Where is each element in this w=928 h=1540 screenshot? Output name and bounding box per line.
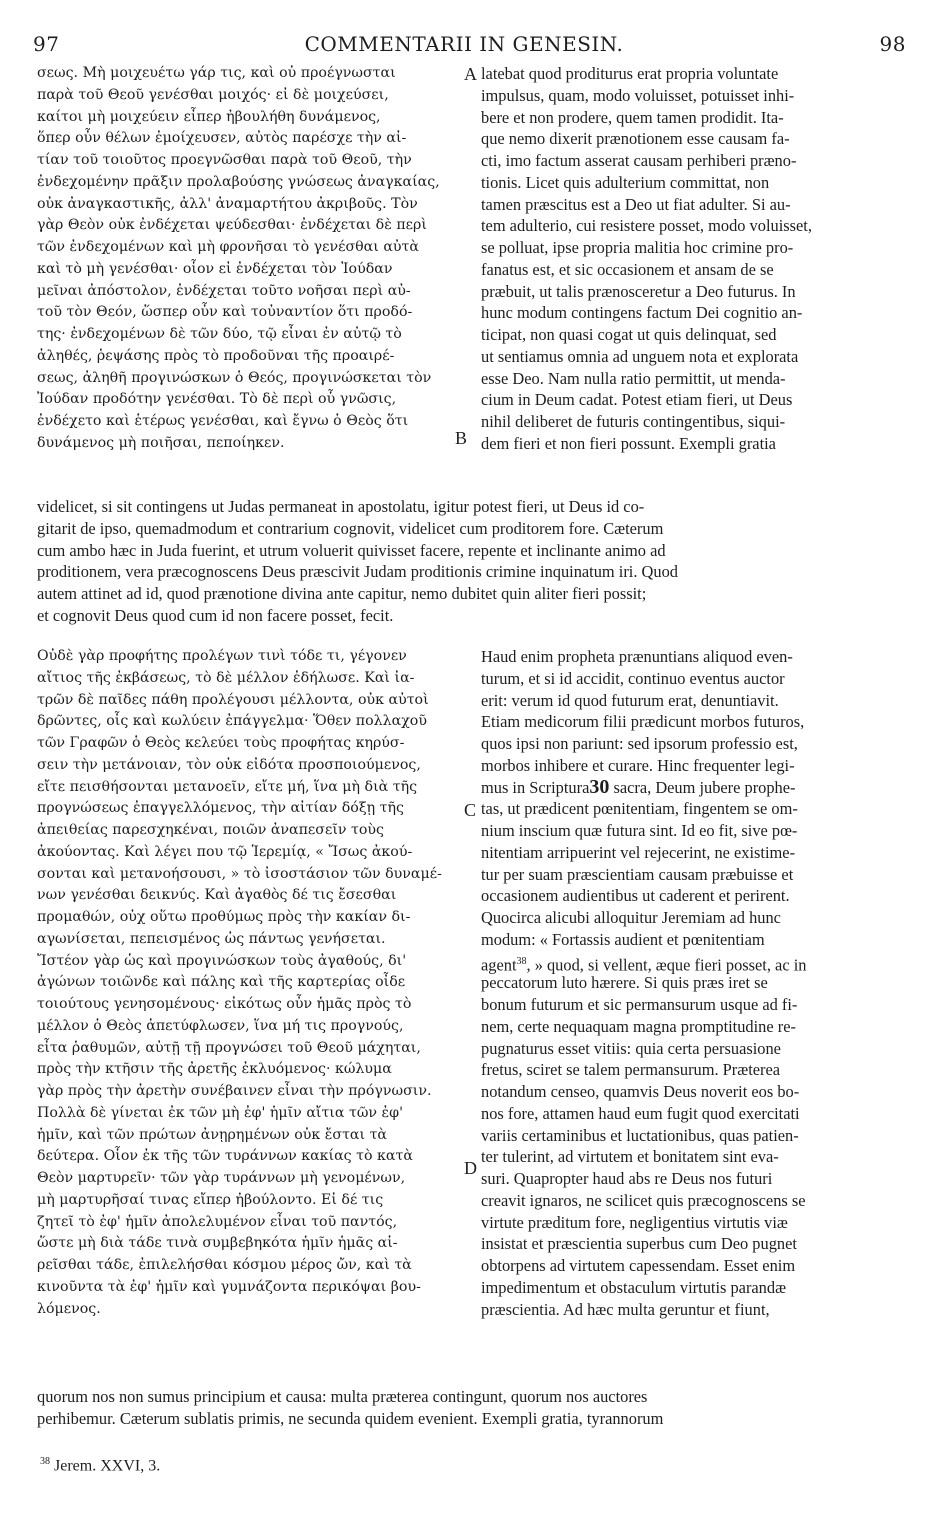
margin-marker-c: C <box>464 800 477 820</box>
latin-text-line: nihil deliberet de futuris contingentibus, siqui- <box>481 412 786 431</box>
latin-text-line: proditionem, vera præcognoscens Deus præscivit Judam proditionis crimine inquinatum iri. Quod <box>37 562 678 582</box>
latin-text-line: esse Deo. Nam nulla ratio permittit, ut menda- <box>481 368 786 388</box>
latin-text-line: impulsus, quam, modo voluisset, potuisset inhi- <box>481 85 795 105</box>
latin-text-line: cti, imo factum asserat causam perhiberi præno- <box>481 151 797 170</box>
latin-text-line: tur per suam præscientiam causam præbuisse et <box>481 864 794 884</box>
latin-text-line: pugnaturus esset vitiis: quia certa persuasione <box>481 1038 781 1058</box>
latin-column-block-1 <box>481 63 891 455</box>
greek-text-line: δρῶντες, οἷς καὶ κωλύειν ἐπάγγελμα· Ὅθεν πολλαχοῦ <box>37 713 427 730</box>
latin-text-line: videlicet, si sit contingens ut Judas permaneat in apostolatu, igitur potest fieri, ut Deus id co- <box>37 497 645 516</box>
latin-text-line: peccatorum luto hærere. Si quis præs iret se <box>481 973 768 993</box>
footnote-number: 38 <box>40 1456 50 1467</box>
greek-text-line: εἴτε πεισθήσονται μετανοεῖν, εἴτε μή, ἵνα μὴ διὰ τῆς <box>37 778 418 795</box>
latin-text-line: nium inscium quæ futura sint. Id eo fit, sive pœ- <box>481 821 798 840</box>
latin-column-block-2 <box>481 646 891 1320</box>
latin-text-line: tas, ut prædicent pœnitentiam, fingentem se om- <box>481 799 798 819</box>
greek-text-line: πρὸς τὴν κτῆσιν τῆς ἀρετῆς ἐκλυόμενος· κώλυμα <box>37 1061 392 1078</box>
latin-text-line: nitentiam arripuerint vel rejecerint, ne existime- <box>481 842 796 862</box>
latin-text-line: præbuit, ut talis prænosceretur a Deo futurus. In <box>481 281 796 301</box>
greek-text-line: μεῖναι ἀπόστολον, ἐνδέχεται τοῦτο νοῆσαι περὶ αὐ- <box>37 282 411 299</box>
page-number-left: 97 <box>33 32 60 56</box>
latin-text-line: cum ambo hæc in Juda fuerint, et utrum voluerit quivisset facere, repente et inclinante animo ad <box>37 540 666 560</box>
latin-text-line: occasionem audientibus ut caderent et perirent. <box>481 886 790 906</box>
greek-text-line: παρὰ τοῦ Θεοῦ γενέσθαι μοιχός· εἰ δὲ μοιχεύσει, <box>37 86 389 103</box>
latin-text-line: ticipat, non quasi cogat ut quis delinquat, sed <box>481 325 777 344</box>
latin-text-fragment: agent <box>481 954 517 974</box>
latin-text-line: virtute præditum fore, negligentius virtutis viæ <box>481 1212 788 1232</box>
greek-column-block-1 <box>37 63 461 455</box>
greek-text-line: γὰρ πρὸς τὴν ἀρετὴν συνέβαινεν εἶναι τὴν πρόγνωσιν. <box>37 1083 432 1099</box>
column-number: 30 <box>589 775 610 798</box>
greek-text-line: ἡμῖν, καὶ τῶν πρώτων ἀνῃρημένων οὐκ ἔσται τὰ <box>37 1126 388 1143</box>
greek-text-line: Ἴστέον γὰρ ὡς καὶ προγινώσκων τοὺς ἀγαθούς, δι' <box>37 952 407 969</box>
greek-text-line: ἐνδεχομένην πρᾶξιν προλαβούσης γνώσεως ἀναγκαίας, <box>37 173 440 190</box>
greek-text-line: μὴ μαρτυρῆσαί τινας εἴπερ ἠβούλοντο. Εἰ δέ τις <box>37 1191 384 1208</box>
greek-text-line: ἀπειθείας παρεσχηκέναι, ποιῶν ἀναπεσεῖν τοὺς <box>37 822 384 838</box>
margin-marker-d: D <box>464 1158 477 1178</box>
margin-marker-a: A <box>464 64 477 84</box>
page-number-right: 98 <box>879 32 906 56</box>
greek-text-line: Ἰούδαν προδότην γενέσθαι. Τὸ δὲ περὶ οὗ γνῶσις, <box>37 391 397 408</box>
greek-text-line: λόμενος. <box>37 1300 101 1317</box>
greek-text-line: προμαθών, οὐχ οὕτω προθύμως πρὸς τὴν κακίαν δι- <box>37 909 411 925</box>
greek-text-line: τίαν τοῦ τοιοῦτος προεγνῶσθαι παρὰ τοῦ Θεοῦ, τὴν <box>37 152 412 168</box>
latin-text-fragment: sacra, Deum jubere prophe- <box>609 777 796 797</box>
greek-text-line: σεως, ἀληθῆ προγινώσκων ὁ Θεός, προγινώσκεται τὸν <box>37 369 432 386</box>
greek-text-line: σονται καὶ μετανοήσουσι, » τὸ ἰσοστάσιον τῶν δυναμέ- <box>37 865 442 882</box>
latin-text-line: tionis. Licet quis adulterium committat, non <box>481 172 770 192</box>
greek-text-line: δυνάμενος μὴ ποιῆσαι, πεποίηκεν. <box>37 434 285 451</box>
greek-text-line: τοῦ τὸν Θεόν, ὥσπερ οὖν καὶ τοὐναντίον ὅτι προδό- <box>37 304 413 321</box>
greek-text-line: εἶτα ῥαθυμῶν, αὐτῇ τῇ προγνώσει τοῦ Θεοῦ μάχηται, <box>37 1039 421 1056</box>
latin-text-line: fanatus est, et sic occasionem et ansam de se <box>481 259 774 279</box>
latin-text-line: morbos inhibere et curare. Hinc frequenter legi- <box>481 755 795 775</box>
greek-text-line: οὐκ ἀναγκαστικῆς, ἀλλ' ἀναμαρτήτου ἀκριβοῦς. Τὸν <box>37 195 418 212</box>
latin-text-line: bonum futurum et sic permansurum usque ad fi- <box>481 995 798 1014</box>
latin-text-line: erit: verum id quod futurum erat, denuntiavit. <box>481 690 779 710</box>
greek-text-line: της· ἐνδεχομένων δὲ τῶν δύο, τῷ εἶναι ἐν αὐτῷ τὸ <box>37 326 402 342</box>
latin-text-fragment: , » quod, si vellent, æque fieri posset, ac in <box>526 954 807 974</box>
greek-text-line: ὥστε μὴ διὰ τάδε τινὰ συμβεβηκότα ἡμῖν ἡμᾶς αἱ- <box>37 1235 398 1252</box>
latin-text-line: impedimentum et obstaculum virtutis parandæ <box>481 1277 786 1297</box>
greek-text-line: τῶν Γραφῶν ὁ Θεὸς κελεύει τοὺς προφήτας κηρύσ- <box>37 735 405 751</box>
latin-text-line: perhibemur. Cæterum sublatis primis, ne secunda quidem evenient. Exempli gratia, tyrannorum <box>37 1408 664 1428</box>
latin-text-line <box>481 951 891 973</box>
greek-column-block-2 <box>37 646 463 1320</box>
latin-text-line: quorum nos non sumus principium et causa: multa præterea contingunt, quorum nos auctores <box>37 1387 648 1406</box>
latin-text-fragment: mus in Scriptura <box>481 777 590 797</box>
latin-text-line: turum, et si id accidit, continuo eventus auctor <box>481 668 785 688</box>
latin-text-line: creavit ignaros, ne scilicet quis præcognoscens se <box>481 1190 806 1210</box>
greek-text-line: ἐνδέχετο καὶ ἑτέρως γενέσθαι, καὶ ἔγνω ὁ Θεὸς ὅτι <box>37 413 409 429</box>
latin-text-line: præscientia. Ad hæc multa geruntur et fiunt, <box>481 1299 770 1319</box>
greek-text-line: σεως. Μὴ μοιχευέτω γάρ τις, καὶ οὐ προέγνωσται <box>37 65 396 81</box>
latin-text-line: tamen præscitus est a Deo ut fiat adulter. Si au- <box>481 194 791 214</box>
greek-text-line: ἀκούοντας. Καὶ λέγει που τῷ Ἱερεμίᾳ, « Ἴσως ἀκού- <box>37 843 413 860</box>
greek-text-line: αγωνίσεται, πεπεισμένος ὡς πάντως γενήσεται. <box>37 930 386 947</box>
latin-text-line: tem adulterio, cui resistere posset, modo voluisset, <box>481 216 812 236</box>
latin-text-line: Etiam medicorum filii prædicunt morbos futuros, <box>481 712 805 732</box>
footnote <box>40 1456 160 1475</box>
greek-text-line: ρεῖσθαι τάδε, ἐπιλελήσθαι κόσμου μέρος ὤν, καὶ τὰ <box>37 1257 412 1273</box>
greek-text-line: προγνώσεως ἐπαγγελλόμενος, τὴν αἰτίαν δόξῃ τῆς <box>37 800 404 817</box>
latin-text-line: Haud enim propheta prænuntians aliquod even- <box>481 647 793 666</box>
greek-text-line: μέλλον ὁ Θεὸς ἀπετύφλωσεν, ἵνα μή τις προγνούς, <box>37 1017 404 1034</box>
greek-text-line: ἀγώνων τοιῶνδε καὶ πάλης καὶ τῆς καρτερίας οἶδε <box>37 974 406 991</box>
latin-text-line: et cognovit Deus quod cum id non facere posset, fecit. <box>37 605 394 625</box>
latin-text-line: bere et non prodere, quem tamen prodidit. Ita- <box>481 107 784 127</box>
latin-text-line: autem attinet ad id, quod prænotione divina ante capitur, nemo dubitet quin aliter fieri possit; <box>37 584 647 603</box>
latin-text-line: variis certaminibus et luctationibus, quas patien- <box>481 1125 799 1145</box>
greek-text-line: Πολλὰ δὲ γίνεται ἐκ τῶν μὴ ἐφ' ἡμῖν αἴτια τῶν ἐφ' <box>37 1104 403 1121</box>
greek-text-line: Θεὸν μαρτυρεῖν· τῶν γὰρ τυράννων μὴ γενομένων, <box>37 1170 406 1186</box>
greek-text-line: νων γενέσθαι δεικνύς. Καὶ ἀγαθὸς δέ τις ἔσεσθαι <box>37 887 397 904</box>
greek-text-line: τοιούτους γενησομένους· εἰκότως οὖν ἡμᾶς πρὸς τὸ <box>37 996 412 1012</box>
greek-text-line: αἴτιος τῆς ἐκβάσεως, τὸ δὲ μέλλον ἐδήλωσε. Καὶ ἰα- <box>37 669 415 686</box>
latin-full-width-block-1 <box>37 496 893 627</box>
latin-text-line: obtorpens ad virtutem capessendam. Esset enim <box>481 1256 796 1275</box>
latin-text-line: modum: « Fortassis audient et pœnitentiam <box>481 929 765 949</box>
running-title: COMMENTARII IN GENESIN. <box>304 32 624 56</box>
greek-text-line: καίτοι μὴ μοιχεύειν εἶπερ ἠβουλήθη δυνάμενος, <box>37 108 381 125</box>
greek-text-line: Οὐδὲ γὰρ προφήτης προλέγων τινὶ τόδε τι, γέγονεν <box>37 648 407 664</box>
greek-text-line: τρῶν δὲ παῖδες πάθη προλέγουσι μέλλοντα, οὐκ αὐτοὶ <box>37 691 429 708</box>
latin-text-line: cium in Deum cadat. Potest etiam fieri, ut Deus <box>481 390 793 410</box>
greek-text-line: κινοῦντα τὰ ἐφ' ἡμῖν καὶ γυμνάζοντα περικόψαι βου- <box>37 1278 421 1295</box>
latin-text-line: Quocirca alicubi alloquitur Jeremiam ad hunc <box>481 908 781 927</box>
latin-text-line: ter tulerint, ad virtutem et bonitatem sint eva- <box>481 1147 779 1167</box>
latin-text-line: gitarit de ipso, quemadmodum et contrarium cognovit, videlicet cum proditorem fore. Cæterum <box>37 518 664 538</box>
greek-text-line: σειν τὴν μετάνοιαν, τὸν οὐκ εἰδότα προσποιούμενος, <box>37 756 421 773</box>
greek-text-line: δεύτερα. Οἷον ἐκ τῆς τῶν τυράννων κακίας τὸ κατὰ <box>37 1148 413 1165</box>
latin-text-line <box>481 777 891 799</box>
latin-text-line: nem, certe nequaquam magna promptitudine re- <box>481 1016 796 1036</box>
greek-text-line: ζητεῖ τὸ ἐφ' ἡμῖν ἀπολελυμένον εἶναι τοῦ παντός, <box>37 1213 398 1230</box>
latin-text-line: quos ipsi non pariunt: sed ipsorum professio est, <box>481 734 798 753</box>
greek-text-line: τῶν ἐνδεχομένων καὶ μὴ φρονῆσαι τὸ γενέσθαι αὐτὰ <box>37 239 419 255</box>
latin-full-width-block-2 <box>37 1386 893 1430</box>
latin-text-line: ut sentiamus omnia ad unguem nota et explorata <box>481 346 799 366</box>
latin-text-line: latebat quod proditurus erat propria voluntate <box>481 64 779 83</box>
footnote-text: Jerem. XXVI, 3. <box>50 1457 161 1475</box>
latin-text-line: suri. Quapropter haud abs re Deus nos futuri <box>481 1169 773 1188</box>
latin-text-line: insistat et præscientia superbus cum Deo pugnet <box>481 1234 797 1254</box>
margin-marker-b: B <box>455 428 468 448</box>
greek-text-line: γὰρ Θεὸν οὐκ ἐνδέχεται ψεύδεσθαι· ἐνδέχεται δὲ περὶ <box>37 217 427 234</box>
latin-text-line: se polluat, ipse propria malitia hoc crimine pro- <box>481 238 794 257</box>
latin-text-line: nos fore, attamen haud eum fugit quod exercitati <box>481 1103 800 1123</box>
latin-text-line: que nemo dixerit prænotionem esse causam fa- <box>481 129 790 149</box>
latin-text-line: notandum censeo, quamvis Deus noverit eos bo- <box>481 1082 800 1101</box>
greek-text-line: ἀληθές, ῥεψάσης πρὸς τὸ προδοῦναι τῆς προαιρέ- <box>37 347 395 364</box>
greek-text-line: καὶ τὸ μὴ γενέσθαι· οἷον εἰ ἐνδέχεται τὸν Ἰούδαν <box>37 260 393 277</box>
latin-text-line: hunc modum contingens factum Dei cognitio an- <box>481 303 803 323</box>
footnote-ref: 38 <box>516 955 527 967</box>
latin-text-line: dem fieri et non fieri possunt. Exempli gratia <box>481 433 776 453</box>
latin-text-line: fretus, sciret se talem permansurum. Præterea <box>481 1060 781 1080</box>
greek-text-line: ὅπερ οὖν θέλων ἐμοίχευσεν, αὐτὸς παρέσχε τὴν αἰ- <box>37 130 407 147</box>
